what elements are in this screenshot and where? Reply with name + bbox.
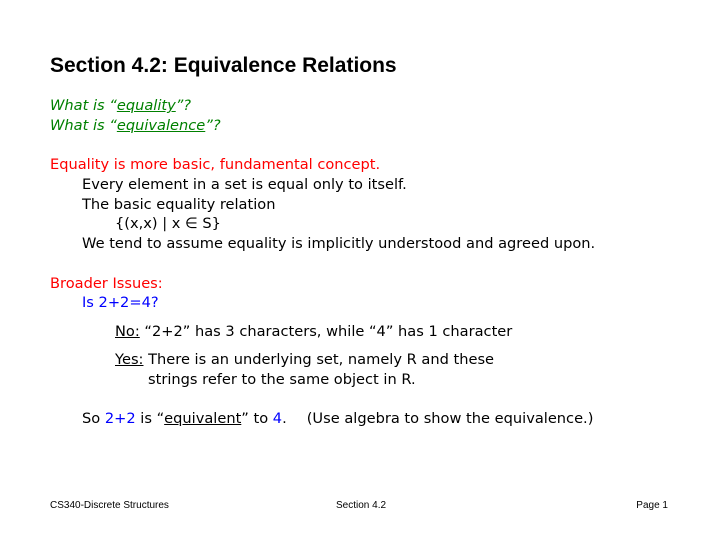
no-label: No: — [115, 323, 140, 340]
equality-word: equality — [116, 97, 176, 114]
equivalence-word: equivalence — [116, 117, 206, 134]
equality-relation: {(x,x) | x ∈ S} — [115, 215, 221, 232]
question-equivalence: What is “equivalence”? — [50, 117, 221, 134]
broader-question: Is 2+2=4? — [82, 294, 159, 311]
so-equivalent-line: So 2+2 is “equivalent” to 4. (Use algebra to show the equivalence.) — [82, 410, 594, 427]
no-answer: No: “2+2” has 3 characters, while “4” has 1 character — [115, 323, 513, 340]
broader-heading: Broader Issues: — [50, 275, 163, 292]
equality-line-2: The basic equality relation — [82, 196, 276, 213]
footer-page-number: Page 1 — [636, 500, 668, 511]
yes-answer-continued: strings refer to the same object in R. — [148, 371, 416, 388]
yes-label: Yes: — [115, 351, 144, 368]
slide-title: Section 4.2: Equivalence Relations — [50, 54, 397, 77]
question-equality: What is “equality”? — [50, 97, 192, 114]
footer-section: Section 4.2 — [336, 500, 387, 511]
equivalent-word: equivalent — [164, 410, 242, 427]
equality-line-3: We tend to assume equality is implicitly understood and agreed upon. — [82, 235, 596, 252]
equality-heading: Equality is more basic, fundamental concept. — [50, 156, 381, 173]
number-4: 4 — [272, 410, 283, 427]
footer-course: CS340-Discrete Structures — [50, 500, 169, 511]
expr-2-plus-2: 2+2 — [104, 410, 136, 427]
equality-line-1: Every element in a set is equal only to itself. — [82, 176, 407, 193]
algebra-note: (Use algebra to show the equivalence.) — [306, 410, 594, 427]
yes-answer: Yes: There is an underlying set, namely R and these — [115, 351, 495, 368]
